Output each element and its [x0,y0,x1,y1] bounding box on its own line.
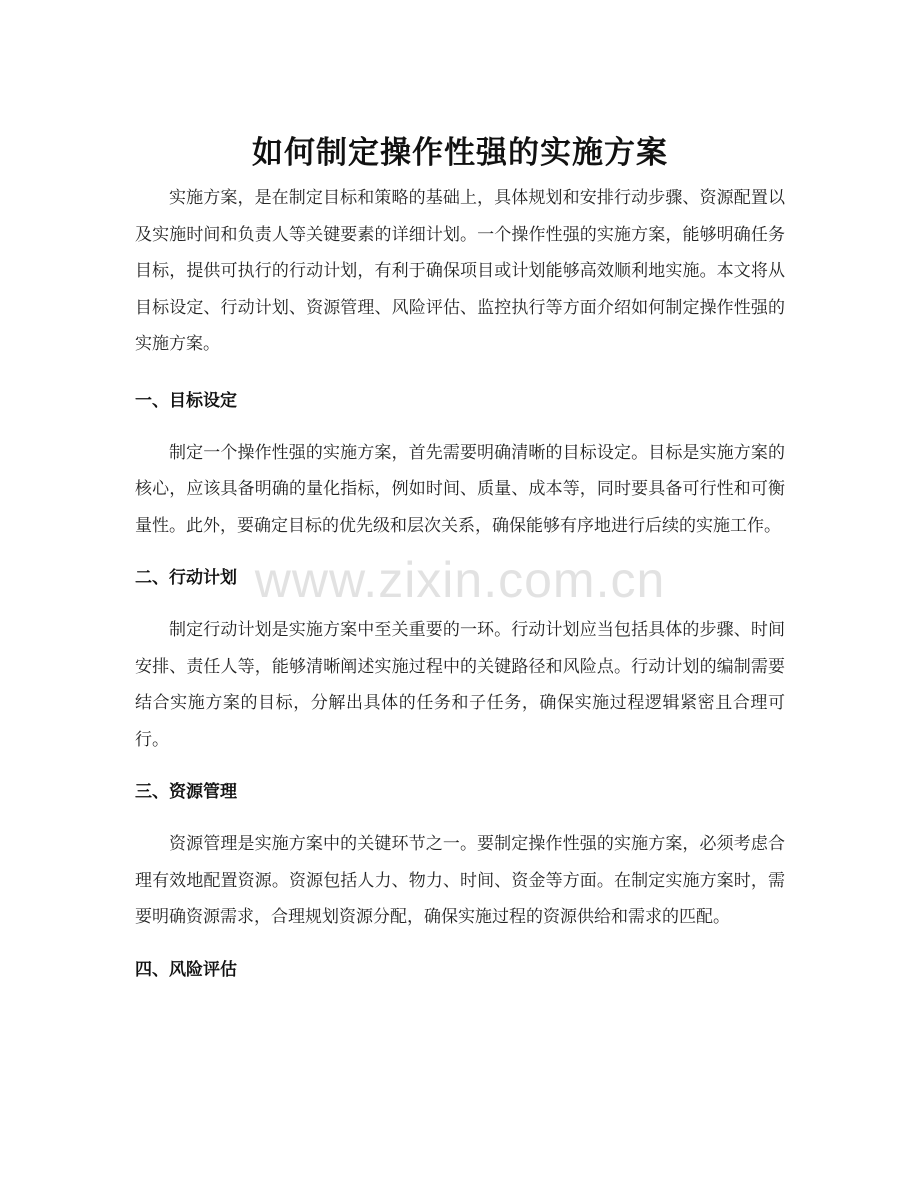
section-heading-risk-assessment: 四、风险评估 [135,959,237,980]
document-body [135,180,785,988]
section-paragraph-goal-setting: 制定一个操作性强的实施方案，首先需要明确清晰的目标设定。目标是实施方案的核心，应该具备明确的量化指标，例如时间、质量、成本等，同时要具备可行性和可衡量性。此外，要确定目标的优先级和层次关系，确保能够有序地进行后续的实施工作。 [135,442,785,536]
document-title: 如何制定操作性强的实施方案 [252,134,668,171]
intro-paragraph: 实施方案，是在制定目标和策略的基础上，具体规划和安排行动步骤、资源配置以及实施时间和负责人等关键要素的详细计划。一个操作性强的实施方案，能够明确任务目标，提供可执行的行动计划，有利于确保项目或计划能够高效顺利地实施。本文将从目标设定、行动计划、资源管理、风险评估、监控执行等方面介绍如何制定操作性强的实施方案。 [135,188,785,354]
watermark-text: www.zixin.com.cn [254,552,666,608]
section-heading-action-plan: 二、行动计划 [135,568,237,588]
section-paragraph-action-plan: 制定行动计划是实施方案中至关重要的一环。行动计划应当包括具体的步骤、时间安排、责任人等，能够清晰阐述实施过程中的关键路径和风险点。行动计划的编制需要结合实施方案的目标，分解出具体的任务和子任务，确保实施过程逻辑紧密且合理可行。 [135,620,785,750]
section-paragraph-resource-management: 资源管理是实施方案中的关键环节之一。要制定操作性强的实施方案，必须考虑合理有效地配置资源。资源包括人力、物力、时间、资金等方面。在制定实施方案时，需要明确资源需求，合理规划资源分配，确保实施过程的资源供给和需求的匹配。 [135,834,785,927]
section-heading-resource-management: 三、资源管理 [135,782,237,802]
section-heading-goal-setting: 一、目标设定 [135,390,237,411]
